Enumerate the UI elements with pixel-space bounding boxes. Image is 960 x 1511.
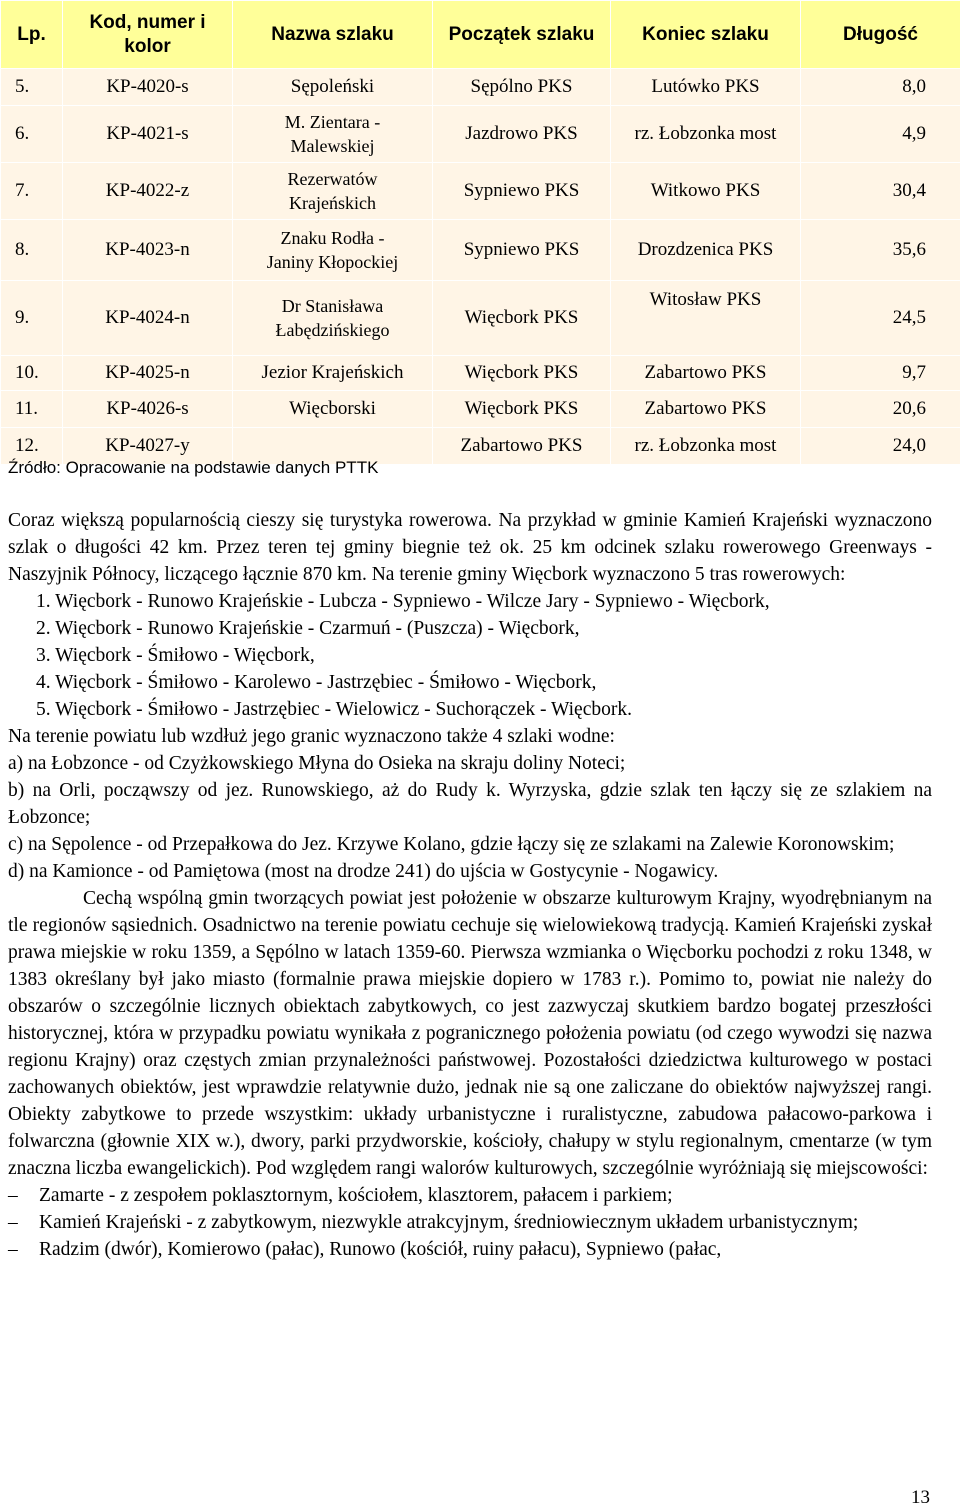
- document-body: [8, 507, 932, 1263]
- cell-code: KP-4025-n: [63, 356, 233, 391]
- cell-name: Jezior Krajeńskich: [233, 356, 433, 391]
- table-row: [1, 356, 960, 391]
- list-item: 3. Więcbork - Śmiłowo - Więcbork,: [36, 645, 315, 666]
- cell-code: KP-4027-y: [63, 428, 233, 465]
- cell-end: Zabartowo PKS: [611, 356, 801, 391]
- table-row: [1, 106, 960, 163]
- header-name: Nazwa szlaku: [233, 1, 433, 69]
- header-start: Początek szlaku: [433, 1, 611, 69]
- cell-name: Znaku Rodła - Janiny Kłopockiej: [233, 220, 433, 281]
- cell-name: Rezerwatów Krajeńskich: [233, 163, 433, 220]
- bike-routes-list: [8, 588, 932, 723]
- cell-lp: 9.: [1, 281, 63, 356]
- cell-code: KP-4024-n: [63, 281, 233, 356]
- cell-lp: 12.: [1, 428, 63, 465]
- cell-length: 35,6: [801, 220, 960, 281]
- cell-code: KP-4021-s: [63, 106, 233, 163]
- dash-bullet: –: [8, 1212, 18, 1233]
- places-list: [8, 1182, 932, 1263]
- cell-end: Lutówko PKS: [611, 69, 801, 106]
- list-item: 1. Więcbork - Runowo Krajeńskie - Lubcza - Sypniewo - Wilcze Jary - Sypniewo - Więcbork,: [36, 591, 770, 612]
- header-lp: Lp.: [1, 1, 63, 69]
- cell-end: Witkowo PKS: [611, 163, 801, 220]
- table-row: [1, 69, 960, 106]
- cell-code: KP-4020-s: [63, 69, 233, 106]
- cell-lp: 8.: [1, 220, 63, 281]
- list-item: [8, 1236, 932, 1263]
- table-row: [1, 281, 960, 356]
- water-trails-intro: Na terenie powiatu lub wzdłuż jego granic wyznaczono także 4 szlaki wodne:: [8, 726, 615, 747]
- header-length: Długość: [801, 1, 960, 69]
- cell-length: 8,0: [801, 69, 960, 106]
- cell-length: 9,7: [801, 356, 960, 391]
- page-number: 13: [911, 1487, 930, 1508]
- cell-start: Więcbork PKS: [433, 391, 611, 428]
- cell-name: Sępoleński: [233, 69, 433, 106]
- water-trail-item: b) na Orli, począwszy od jez. Runowskiego, aż do Rudy k. Wyrzyska, gdzie szlak ten łączy się ze szlakiem na Łobzonce;: [8, 780, 932, 828]
- trails-table: [0, 0, 960, 465]
- header-code: Kod, numer i kolor: [63, 1, 233, 69]
- list-item-text: Zamarte - z zespołem poklasztornym, kościołem, klasztorem, pałacem i parkiem;: [39, 1185, 673, 1206]
- cell-end: Witosław PKS: [611, 281, 801, 356]
- cell-start: Sypniewo PKS: [433, 220, 611, 281]
- cell-length: 4,9: [801, 106, 960, 163]
- cell-lp: 7.: [1, 163, 63, 220]
- cell-end: rz. Łobzonka most: [611, 106, 801, 163]
- cell-lp: 5.: [1, 69, 63, 106]
- cell-start: Sępólno PKS: [433, 69, 611, 106]
- dash-bullet: –: [8, 1239, 18, 1260]
- cell-lp: 11.: [1, 391, 63, 428]
- water-trail-item: a) na Łobzonce - od Czyżkowskiego Młyna do Osieka na skraju doliny Noteci;: [8, 753, 626, 774]
- table-row: [1, 163, 960, 220]
- cell-lp: 6.: [1, 106, 63, 163]
- cell-length: 24,0: [801, 428, 960, 465]
- cell-code: KP-4023-n: [63, 220, 233, 281]
- list-item: 4. Więcbork - Śmiłowo - Karolewo - Jastrzębiec - Śmiłowo - Więcbork,: [36, 672, 597, 693]
- culture-paragraph: Cechą wspólną gmin tworzących powiat jest położenie w obszarze kulturowym Krajny, wyodrębnianym na tle regionów sąsiednich. Osadnictwo na terenie powiatu cechuje się wielowiekową tradycją. Kamień Krajeński zyskał prawa miejskie w roku 1359, a Sępólno w latach 1359-60. Pierwsza wzmianka o Więcborku pochodzi z roku 1348, w 1383 określany był jako miasto (formalnie prawa miejskie dopiero w 1783 r.). Pomimo to, powiat nie należy do obszarów o szczególnie licznych obiektach zabytkowych, co jest zazwyczaj skutkiem bardzo bogatej przeszłości historycznej, która w przypadku powiatu wynikała z pogranicznego położenia powiatu (od czego wywodzi się nazwa regionu Krajny) oraz częstych zmian przynależności państwowej. Pozostałości dziedzictwa kulturowego w postaci zachowanych obiektów, jest wprawdzie relatywnie dużo, jednak nie są one zaliczane do obiektów najwyższej rangi. Obiekty zabytkowe to przede wszystkim: układy urbanistyczne i ruralistyczne, zabudowa pałacowo-parkowa i folwarczna (głownie XIX w.), dwory, parki przydworskie, kościoły, chałupy w stylu regionalnym, cmentarze (w tym znaczna liczba ewangelickich). Pod względem rangi walorów kulturowych, szczególnie wyróżniają się miejscowości:: [8, 888, 932, 1179]
- cell-end: rz. Łobzonka most: [611, 428, 801, 465]
- cell-code: KP-4026-s: [63, 391, 233, 428]
- cell-start: Więcbork PKS: [433, 356, 611, 391]
- cell-start: Zabartowo PKS: [433, 428, 611, 465]
- table-source-note: Źródło: Opracowanie na podstawie danych PTTK: [8, 458, 379, 477]
- table-row: [1, 391, 960, 428]
- cell-name: Więcborski: [233, 391, 433, 428]
- list-item: [8, 1209, 932, 1236]
- water-trail-item: d) na Kamionce - od Pamiętowa (most na drodze 241) do ujścia w Gostycynie - Nogawicy.: [8, 861, 719, 882]
- list-item: 2. Więcbork - Runowo Krajeńskie - Czarmuń - (Puszcza) - Więcbork,: [36, 618, 580, 639]
- cell-length: 24,5: [801, 281, 960, 356]
- dash-bullet: –: [8, 1185, 18, 1206]
- cell-end: Drozdzenica PKS: [611, 220, 801, 281]
- list-item: 5. Więcbork - Śmiłowo - Jastrzębiec - Wielowicz - Suchorączek - Więcbork.: [36, 699, 632, 720]
- water-trail-item: c) na Sępolence - od Przepałkowa do Jez. Krzywe Kolano, gdzie łączy się ze szlakami na Zalewie Koronowskim;: [8, 834, 895, 855]
- header-end: Koniec szlaku: [611, 1, 801, 69]
- intro-paragraph: Coraz większą popularnością cieszy się turystyka rowerowa. Na przykład w gminie Kamień Krajeński wyznaczono szlak o długości 42 km. Przez teren tej gminy biegnie też ok. 25 km odcinek szlaku rowerowego Greenways - Naszyjnik Północy, liczącego łącznie 870 km. Na terenie gminy Więcbork wyznaczono 5 tras rowerowych:: [8, 510, 932, 585]
- list-item: [8, 1182, 932, 1209]
- table-row: [1, 220, 960, 281]
- cell-name: Dr Stanisława Łabędzińskiego: [233, 281, 433, 356]
- table-header-row: [1, 1, 960, 69]
- cell-length: 20,6: [801, 391, 960, 428]
- cell-lp: 10.: [1, 356, 63, 391]
- cell-length: 30,4: [801, 163, 960, 220]
- cell-start: Jazdrowo PKS: [433, 106, 611, 163]
- cell-start: Więcbork PKS: [433, 281, 611, 356]
- list-item-text: Radzim (dwór), Komierowo (pałac), Runowo (kościół, ruiny pałacu), Sypniewo (pałac,: [39, 1239, 722, 1260]
- cell-start: Sypniewo PKS: [433, 163, 611, 220]
- cell-name: M. Zientara - Malewskiej: [233, 106, 433, 163]
- list-item-text: Kamień Krajeński - z zabytkowym, niezwykle atrakcyjnym, średniowiecznym układem urbanistycznym;: [39, 1212, 859, 1233]
- cell-end: Zabartowo PKS: [611, 391, 801, 428]
- cell-code: KP-4022-z: [63, 163, 233, 220]
